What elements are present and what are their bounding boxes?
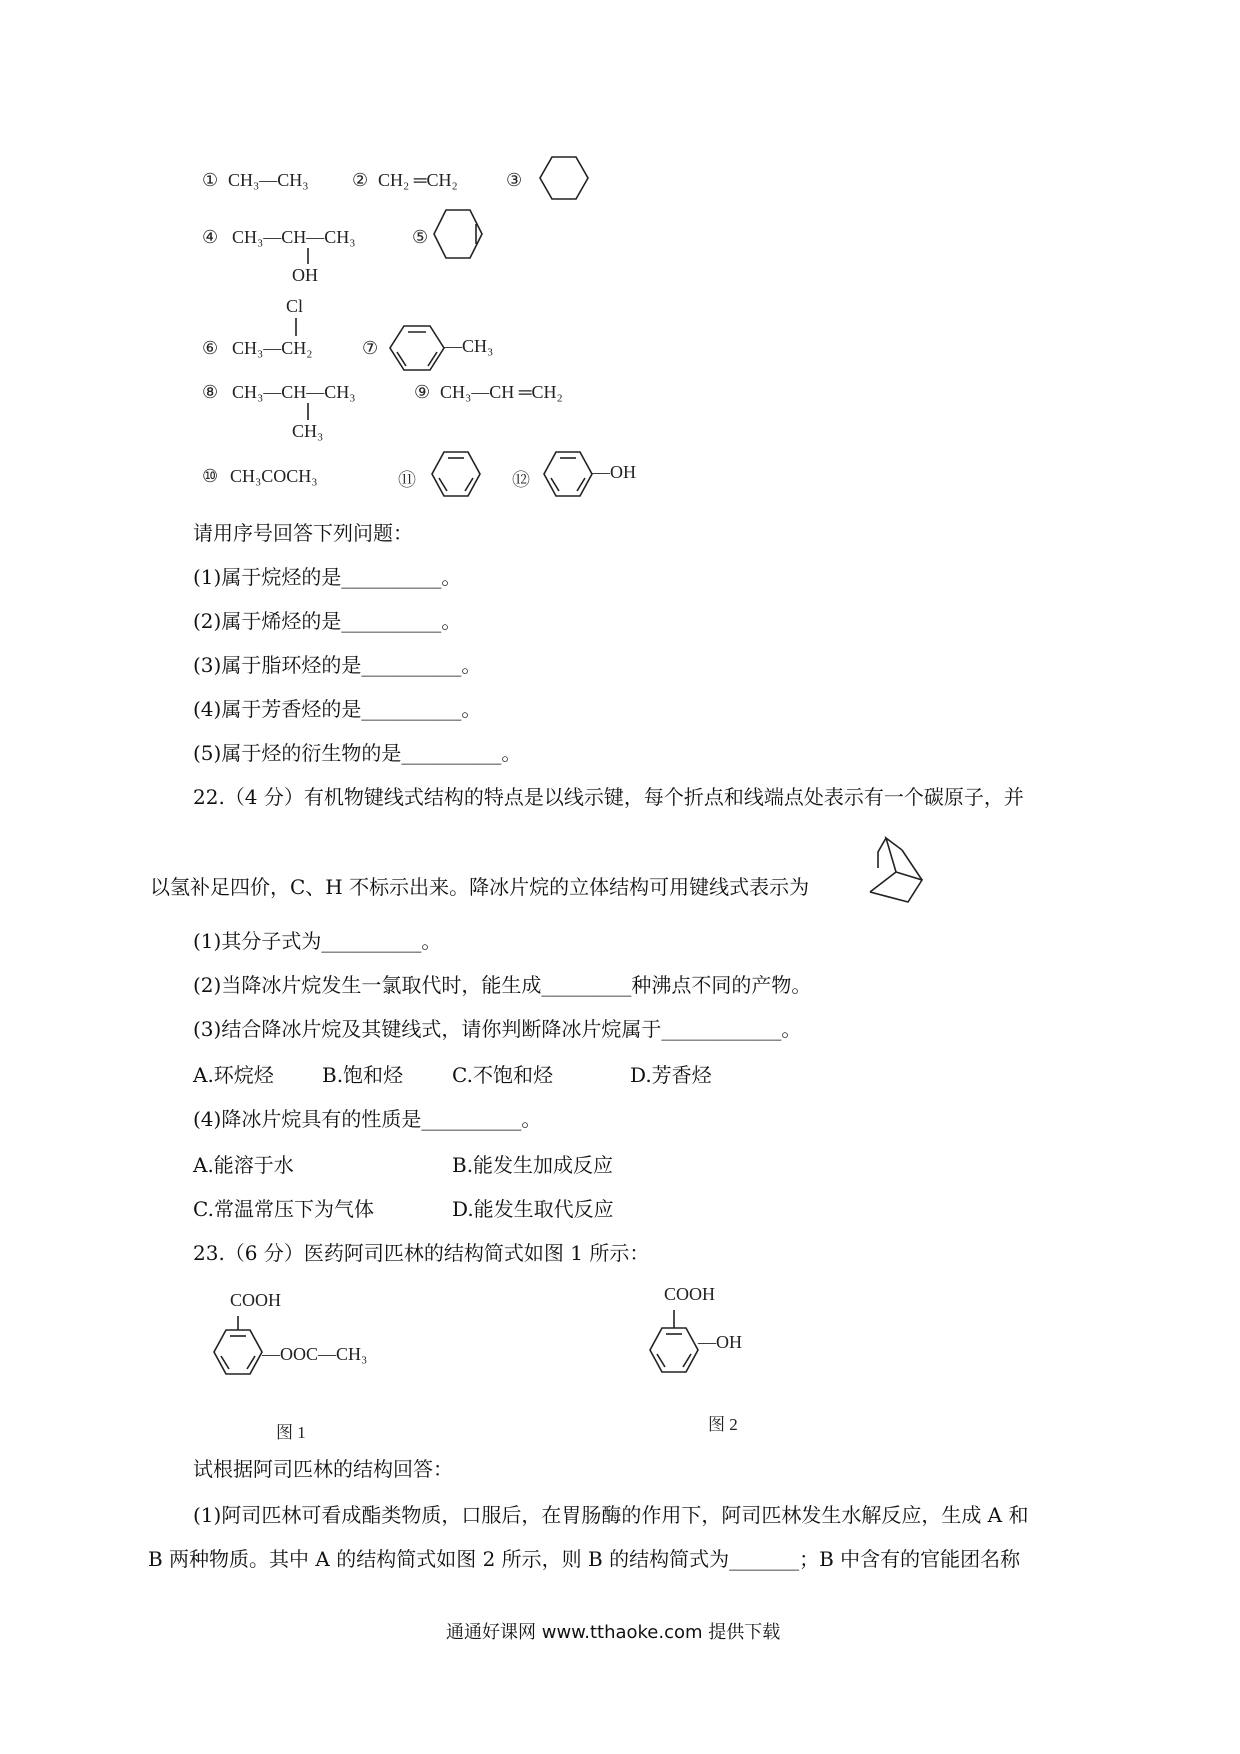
q22-part-3-option-b: B.饱和烃	[322, 1063, 404, 1087]
compound-4-number: ④	[202, 227, 219, 247]
compound-9-formula: CH₃—CH ═CH₂	[440, 382, 563, 402]
compound-8-number: ⑧	[202, 382, 219, 402]
compound-2-formula: CH₂ ═CH₂	[378, 170, 458, 190]
q23-intro: 23.（6 分）医药阿司匹林的结构简式如图 1 所示：	[193, 1241, 650, 1265]
compound-8-formula: CH₃—CH—CH₃	[232, 382, 356, 402]
q22-part-3: (3)结合降冰片烷及其键线式，请你判断降冰片烷属于____________。	[193, 1017, 802, 1041]
compound-7-tail: —CH₃	[444, 336, 494, 356]
compound-2-number: ②	[352, 170, 369, 190]
compound-1-formula: CH₃—CH₃	[228, 170, 309, 190]
compound-12-tail: —OH	[592, 462, 636, 482]
fig1-cooh: COOH	[230, 1290, 282, 1310]
q22-part-4-option-b: B.能发生加成反应	[452, 1153, 614, 1177]
q22-part-4-option-c: C.常温常压下为气体	[193, 1197, 374, 1221]
compound-12-number: ⑫	[512, 470, 530, 490]
q21-item-4: (4)属于芳香烃的是__________。	[193, 697, 482, 721]
fig2-substituent: —OH	[698, 1332, 742, 1352]
q23-part-1-line2: B 两种物质。其中 A 的结构简式如图 2 所示，则 B 的结构简式为_______；B 中含有的官能团名称	[148, 1547, 1021, 1571]
compound-9-number: ⑨	[414, 382, 431, 402]
q22-part-4-option-d: D.能发生取代反应	[452, 1197, 614, 1221]
fig2-cooh: COOH	[664, 1284, 716, 1304]
q21-item-1: (1)属于烷烃的是__________。	[193, 565, 462, 589]
fig2-salicylic-acid-structure	[0, 0, 1, 1]
compound-7-number: ⑦	[362, 338, 379, 358]
q22-part-3-option-a: A.环烷烃	[193, 1063, 274, 1087]
q22-part-2: (2)当降冰片烷发生一氯取代时，能生成_________种沸点不同的产物。	[193, 973, 812, 997]
compound-3-number: ③	[506, 170, 523, 190]
q21-item-3: (3)属于脂环烃的是__________。	[193, 653, 482, 677]
q23-ask: 试根据阿司匹林的结构回答：	[193, 1457, 453, 1481]
compound-4-formula: CH₃—CH—CH₃	[232, 227, 356, 247]
fig1-substituent: —OOC—CH₃	[262, 1344, 368, 1364]
compound-8-substituent: CH₃	[292, 421, 324, 441]
q22-part-1: (1)其分子式为__________。	[193, 929, 442, 953]
compound-10-number: ⑩	[202, 466, 219, 486]
q22-part-4: (4)降冰片烷具有的性质是__________。	[193, 1107, 542, 1131]
q22-part-3-option-d: D.芳香烃	[630, 1063, 712, 1087]
q22-part-4-option-a: A.能溶于水	[193, 1153, 294, 1177]
compound-11-number: ⑪	[398, 470, 416, 490]
compound-5-number: ⑤	[412, 227, 429, 247]
page-footer: 通通好课网 www.tthaoke.com 提供下载	[446, 1622, 781, 1643]
q22-intro-line1: 22.（4 分）有机物键线式结构的特点是以线示键，每个折点和线端点处表示有一个碳原子，并	[193, 785, 1024, 809]
compound-6-top: Cl	[286, 296, 304, 316]
compound-4-substituent: OH	[292, 265, 318, 285]
compound-6-formula: CH₃—CH₂	[232, 338, 313, 358]
q22-part-3-option-c: C.不饱和烃	[452, 1063, 553, 1087]
fig2-caption: 图 2	[708, 1415, 738, 1434]
q21-item-2: (2)属于烯烃的是__________。	[193, 609, 462, 633]
q21-item-5: (5)属于烃的衍生物的是__________。	[193, 741, 522, 765]
compound-6-number: ⑥	[202, 338, 219, 358]
fig1-caption: 图 1	[276, 1423, 306, 1442]
compound-10-formula: CH₃COCH₃	[230, 466, 318, 486]
q22-intro-line2: 以氢补足四价，C、H 不标示出来。降冰片烷的立体结构可用键线式表示为	[150, 875, 810, 899]
q23-part-1-line1: (1)阿司匹林可看成酯类物质，口服后，在胃肠酶的作用下，阿司匹林发生水解反应，生成 A 和	[193, 1503, 1029, 1527]
compound-1-number: ①	[202, 170, 219, 190]
q21-instruction: 请用序号回答下列问题：	[193, 521, 413, 545]
